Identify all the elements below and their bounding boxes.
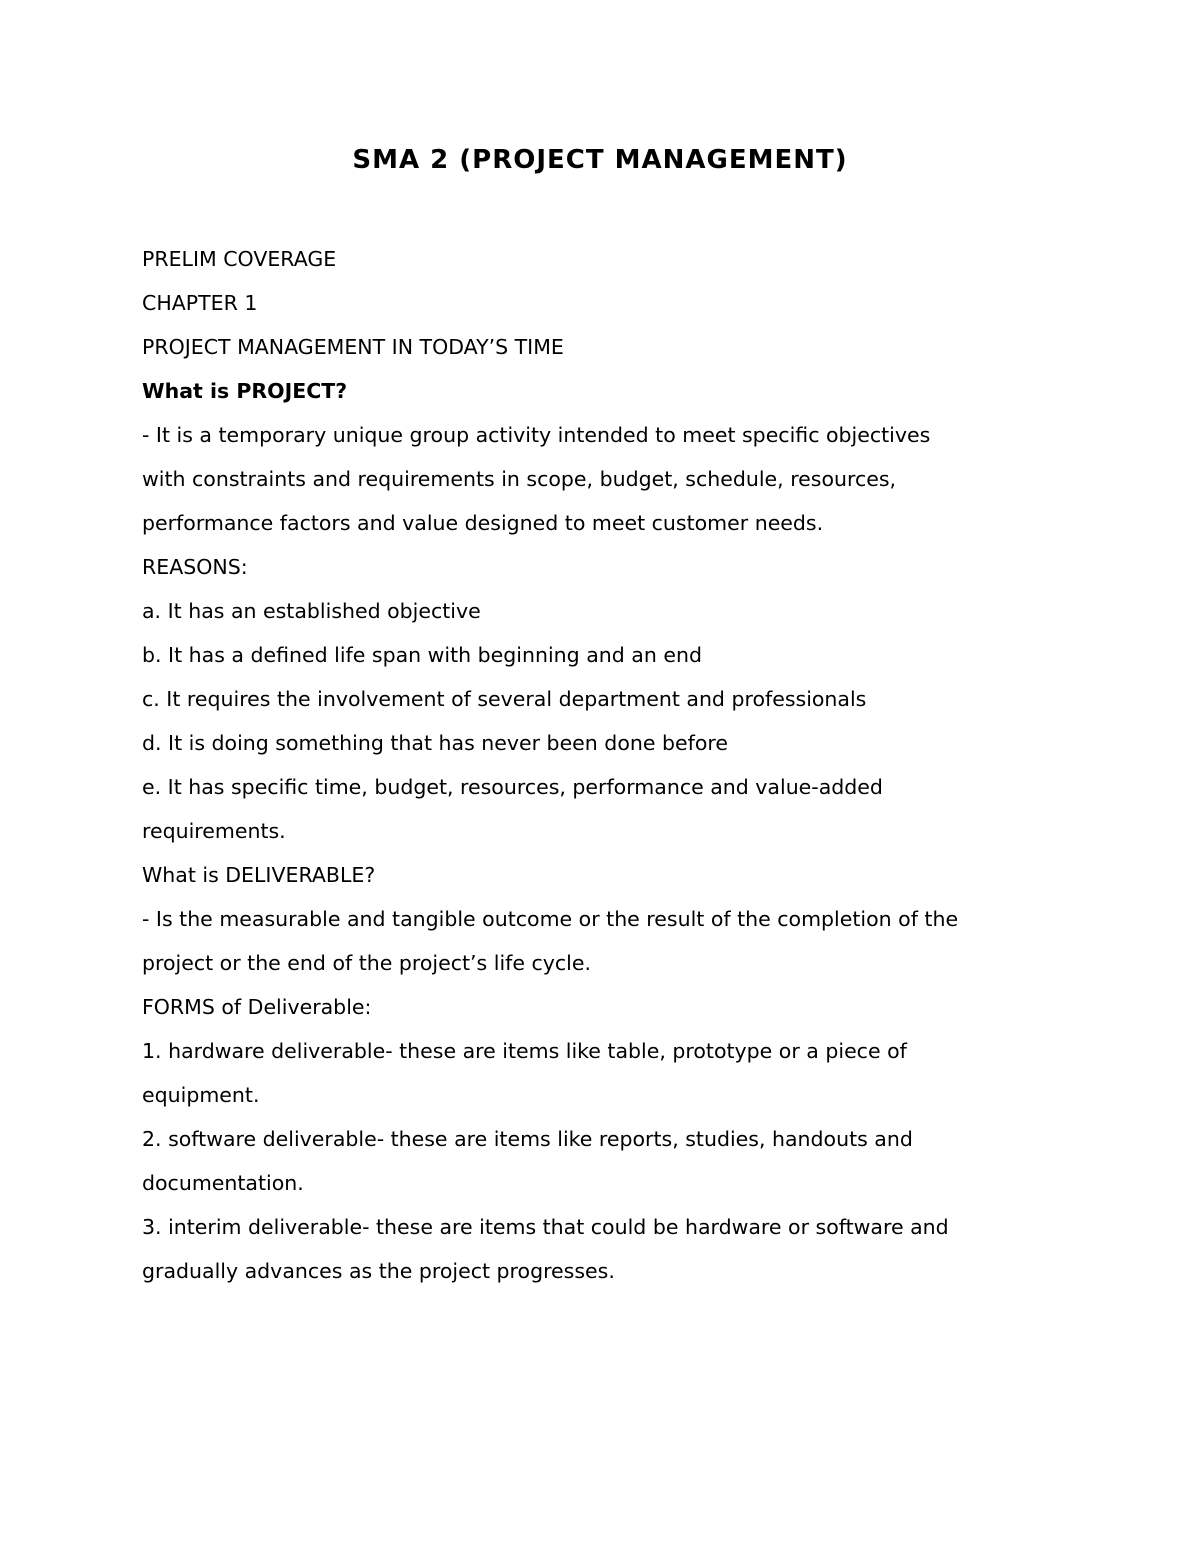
chapter-label: CHAPTER 1 [142,291,258,315]
list-item-continuation: documentation. [142,1171,304,1195]
section-label-prelim: PRELIM COVERAGE [142,247,337,271]
list-item: 3. interim deliverable- these are items that could be hardware or software and [142,1215,949,1239]
list-item: a. It has an established objective [142,599,481,623]
list-item-continuation: gradually advances as the project progresses. [142,1259,615,1283]
list-item: e. It has specific time, budget, resources, performance and value-added [142,775,883,799]
heading-what-is-deliverable: What is DELIVERABLE? [142,863,376,887]
chapter-title: PROJECT MANAGEMENT IN TODAY’S TIME [142,335,564,359]
paragraph-line: - It is a temporary unique group activity intended to meet specific objectives [142,423,931,447]
list-item: 1. hardware deliverable- these are items like table, prototype or a piece of [142,1039,907,1063]
list-item: 2. software deliverable- these are items like reports, studies, handouts and [142,1127,913,1151]
paragraph-line: performance factors and value designed to meet customer needs. [142,511,824,535]
document-title: SMA 2 (PROJECT MANAGEMENT) [352,145,848,175]
list-item-continuation: equipment. [142,1083,260,1107]
heading-forms-of-deliverable: FORMS of Deliverable: [142,995,372,1019]
list-item: c. It requires the involvement of several department and professionals [142,687,867,711]
heading-reasons: REASONS: [142,555,248,579]
list-item: d. It is doing something that has never been done before [142,731,728,755]
list-item: b. It has a defined life span with beginning and an end [142,643,702,667]
list-item-continuation: requirements. [142,819,286,843]
paragraph-line: project or the end of the project’s life cycle. [142,951,591,975]
heading-what-is-project: What is PROJECT? [142,379,348,403]
paragraph-line: - Is the measurable and tangible outcome or the result of the completion of the [142,907,959,931]
paragraph-line: with constraints and requirements in scope, budget, schedule, resources, [142,467,897,491]
